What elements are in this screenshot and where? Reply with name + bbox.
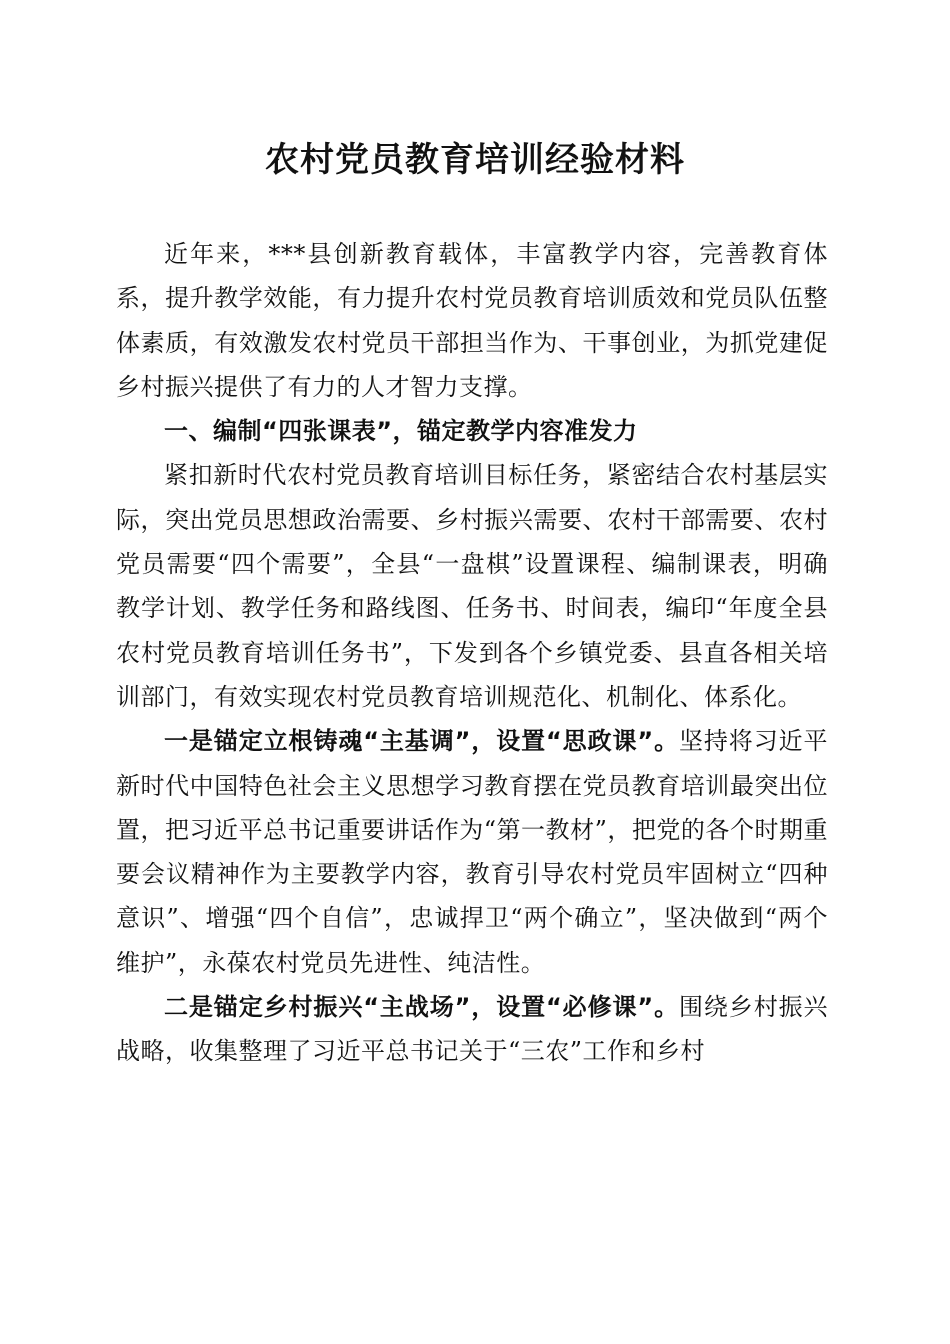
section-1-item-2 [116, 985, 828, 1074]
item-2-lead: 二是锚定乡村振兴“主战场”，设置“必修课”。 [164, 993, 679, 1022]
section-1-heading: 一、编制“四张课表”，锚定教学内容准发力 [164, 417, 638, 446]
document-body [116, 232, 828, 1074]
item-1-lead: 一是锚定立根铸魂“主基调”，设置“思政课”。 [164, 727, 679, 756]
section-1-paragraph: 紧扣新时代农村党员教育培训目标任务，紧密结合农村基层实际，突出党员思想政治需要、乡村振兴需要、农村干部需要、农村党员需要“四个需要”，全县“一盘棋”设置课程、编制课表，明确教学计划、教学任务和路线图、任务书、时间表，编印“年度全县农村党员教育培训任务书”，下发到各个乡镇党委、县直各相关培训部门，有效实现农村党员教育培训规范化、机制化、体系化。 [116, 461, 828, 711]
intro-paragraph: 近年来，***县创新教育载体，丰富教学内容，完善教育体系，提升教学效能，有力提升农村党员教育培训质效和党员队伍整体素质，有效激发农村党员干部担当作为、干事创业，为抓党建促乡村振兴提供了有力的人才智力支撑。 [116, 240, 828, 401]
section-1-item-1 [116, 719, 828, 985]
item-1-text: 坚持将习近平新时代中国特色社会主义思想学习教育摆在党员教育培训最突出位置，把习近平总书记重要讲话作为“第一教材”，把党的各个时期重要会议精神作为主要教学内容，教育引导农村党员牢固树立“四种意识”、增强“四个自信”，忠诚捍卫“两个确立”，坚决做到“两个维护”，永葆农村党员先进性、纯洁性。 [116, 727, 829, 977]
document-title: 农村党员教育培训经验材料 [265, 140, 685, 180]
item-2-text: 围绕乡村振兴战略，收集整理了习近平总书记关于“三农”工作和乡村 [116, 993, 829, 1066]
